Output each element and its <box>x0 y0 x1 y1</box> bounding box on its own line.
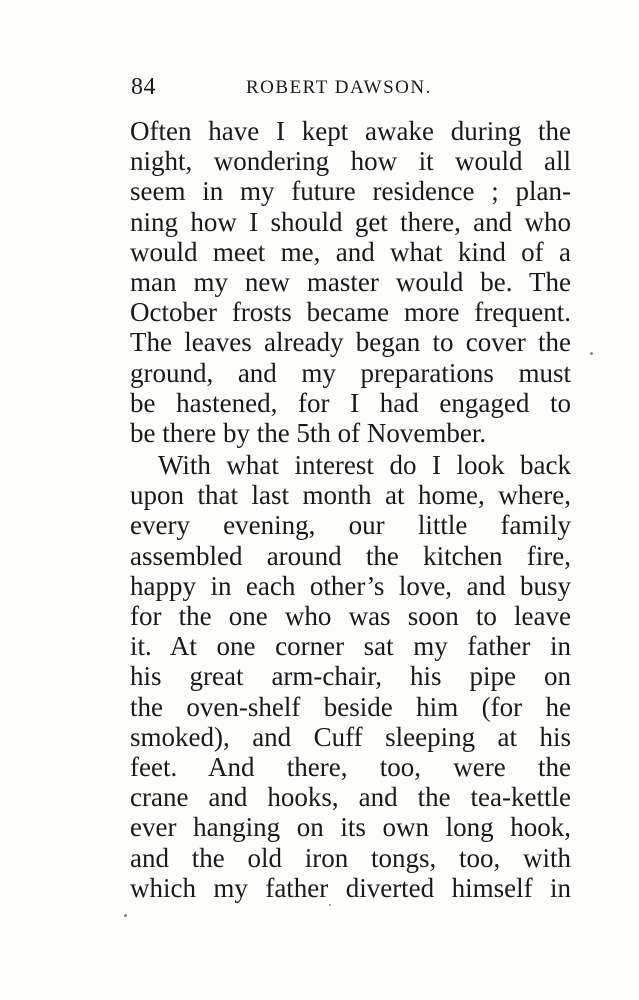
text-line: Often have I kept awake during the <box>130 116 571 146</box>
text-line: crane and hooks, and the tea-kettle <box>130 782 571 813</box>
text-line: his great arm-chair, his pipe on <box>130 661 571 692</box>
page-number: 84 <box>131 74 156 100</box>
text-line: and the old iron tongs, too, with <box>130 842 571 873</box>
text-line: October frosts became more frequent. <box>130 297 571 328</box>
text-line: which my father diverted himself in <box>130 872 571 903</box>
page-header <box>131 74 571 106</box>
paper-speck <box>124 914 127 917</box>
paper-speck <box>590 352 593 355</box>
paragraph-1 <box>130 116 571 448</box>
text-line: be hastened, for I had engaged to <box>130 387 571 418</box>
body-text <box>130 116 571 903</box>
paragraph-2 <box>130 450 571 903</box>
text-line: The leaves already began to cover the <box>130 327 571 358</box>
text-line: it. At one corner sat my father in <box>130 631 571 662</box>
text-line: ground, and my preparations must <box>130 357 571 388</box>
running-head: ROBERT DAWSON. <box>246 77 432 98</box>
text-line: ever hanging on its own long hook, <box>130 812 571 843</box>
text-line: smoked), and Cuff sleeping at his <box>130 721 571 752</box>
text-line: man my new master would be. The <box>130 266 571 297</box>
text-line: feet. And there, too, were the <box>130 751 571 782</box>
text-line: happy in each other’s love, and busy <box>130 570 571 601</box>
text-line: seem in my future residence ; plan- <box>130 176 571 207</box>
text-line: upon that last month at home, where, <box>130 480 571 511</box>
text-line: would meet me, and what kind of a <box>130 236 571 267</box>
text-line: With what interest do I look back <box>158 450 571 481</box>
paper-speck <box>329 904 331 906</box>
text-line: night, wondering how it would all <box>130 146 571 177</box>
text-line: assembled around the kitchen fire, <box>130 540 571 571</box>
text-line: ning how I should get there, and who <box>130 206 571 237</box>
text-line: the oven-shelf beside him (for he <box>130 691 571 722</box>
text-line: be there by the 5th of November. <box>130 417 487 448</box>
text-line: for the one who was soon to leave <box>130 601 571 631</box>
text-line: every evening, our little family <box>130 510 571 541</box>
